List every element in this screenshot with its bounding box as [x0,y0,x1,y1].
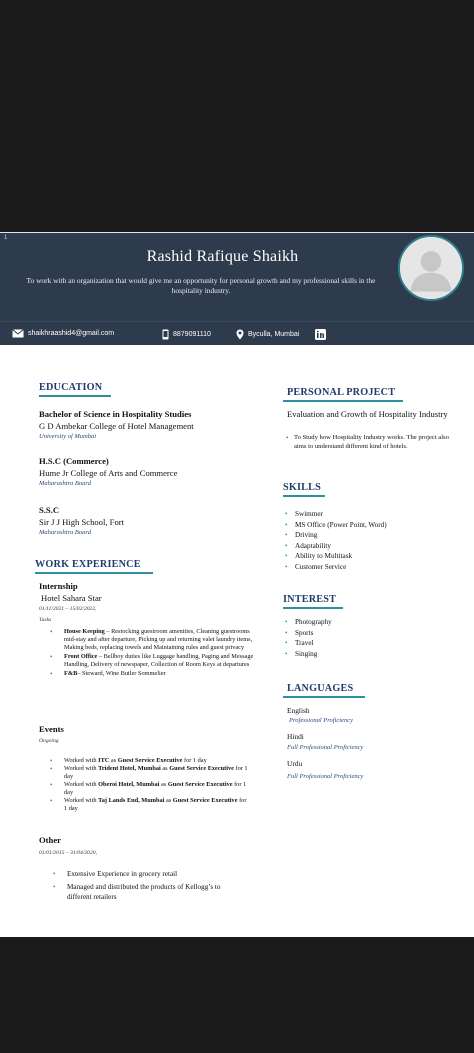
skills-underline [283,495,325,497]
skills-list [285,509,455,573]
education-heading: EDUCATION [39,382,103,393]
language-name-1: English [287,706,310,715]
education-institution-2: Hume Jr College of Arts and Commerce [39,468,178,478]
interest-list [285,617,455,659]
skills-heading: SKILLS [283,482,322,493]
top-dark-backdrop [0,0,474,232]
resume-page [0,232,474,937]
list-item: • Worked with Taj Lands End, Mumbai as Guest Service Executive for 1 day [50,797,250,813]
list-item: • Photography [285,617,455,628]
work-experience-heading: WORK EXPERIENCE [35,559,141,570]
list-item: • MS Office (Power Point, Word) [285,520,455,531]
language-level-3: Full Professional Proficiency [287,773,364,780]
linkedin-link[interactable] [315,329,326,340]
personal-project-heading: PERSONAL PROJECT [287,387,396,398]
other-heading: Other [39,835,61,845]
project-name: Evaluation and Growth of Hospitality Industry [287,409,448,419]
list-item: • Swimmer [285,509,455,520]
location-text: Byculla, Mumbai [248,331,300,338]
language-level-2: Full Professional Proficiency [287,744,364,751]
interest-underline [283,607,343,609]
education-institution-1: G D Ambekar College of Hotel Management [39,421,194,431]
internship-task-list [50,628,256,678]
resume-header [0,232,474,321]
linkedin-icon [315,329,326,340]
corner-mark: 1 [4,235,8,241]
events-status: Ongoing [39,738,59,744]
career-objective: To work with an organization that would give me an opportunity for personal growth and my professional skills in the hospitality industry. [26,276,376,295]
contact-location [236,329,299,340]
education-degree-2: H.S.C (Commerce) [39,456,109,466]
list-item: • F&B– Steward, Wine Butler Sommelier [50,670,256,678]
education-board-3: Maharashtra Board [39,529,91,536]
list-item: • Adaptability [285,541,455,552]
education-board-2: Maharashtra Board [39,480,91,487]
list-item: • Sports [285,628,455,639]
candidate-name: Rashid Rafique Shaikh [146,248,299,265]
phone-icon [162,329,169,340]
list-item: • Customer Service [285,562,455,573]
personal-project-underline [283,400,403,402]
contact-bar [0,321,474,345]
list-item: • Worked with Trident Hotel, Mumbai as Guest Service Executive for 1 day [50,765,250,781]
email-text: shaikhraashid4@gmail.com [28,330,115,337]
interest-heading: INTEREST [283,594,337,605]
list-item: • House Keeping – Restocking guestroom amenities, Cleaning guestrooms mid-stay and after departure, Picking up and returning valet laundry items, Making beds, replacing towels and Maintaining rules and guest privacy [50,628,256,652]
user-placeholder-icon [400,237,462,299]
list-item: • Ability to Multitask [285,551,455,562]
language-name-2: Hindi [287,732,304,741]
events-list [50,757,250,813]
list-item: • Driving [285,530,455,541]
phone-text: 8879091110 [173,331,211,338]
list-item: • Travel [285,638,455,649]
other-dates: 01/01/2015 – 31/04/2020, [39,850,97,856]
contact-email[interactable] [12,329,114,338]
list-item: • To Study how Hospitality Industry works. The project also aims to understand different kind of hotels. [286,434,456,451]
education-degree-1: Bachelor of Science in Hospitality Studies [39,409,192,419]
list-item: • Extensive Experience in grocery retail [53,869,223,880]
language-level-1: Professional Proficiency [289,717,353,724]
list-item: • Worked with ITC as Guest Service Executive for 1 day [50,757,250,765]
education-board-1: University of Mumbai [39,433,97,440]
list-item: • Front Office – Bellboy duties like Luggage handling, Paging and Message Handling, Delivery of newspaper, Collection of Room Keys at departures [50,653,256,669]
education-degree-3: S.S.C [39,505,60,515]
education-institution-3: Sir J J High School, Fort [39,517,124,527]
internship-tasks-label: Tasks [39,617,52,623]
location-pin-icon [236,329,244,340]
mail-icon [12,329,24,338]
internship-heading: Internship [39,581,78,591]
internship-dates: 01/11/2021 – 15/02/2022, [39,606,97,612]
languages-underline [283,696,365,698]
events-heading: Events [39,724,64,734]
internship-company: Hotel Sahara Star [41,593,102,603]
other-list [53,869,223,903]
language-name-3: Urdu [287,759,303,768]
languages-heading: LANGUAGES [287,683,354,694]
project-points [286,434,456,451]
list-item: • Worked with Oberoi Hotel, Mumbai as Guest Service Executive for 1 day [50,781,250,797]
bottom-dark-backdrop [0,937,474,1053]
list-item: • Singing [285,649,455,660]
contact-phone[interactable] [162,329,211,340]
education-underline [39,395,111,397]
avatar [398,235,464,301]
list-item: • Managed and distributed the products of Kellogg’s to different retailers [53,882,223,903]
work-experience-underline [35,572,153,574]
